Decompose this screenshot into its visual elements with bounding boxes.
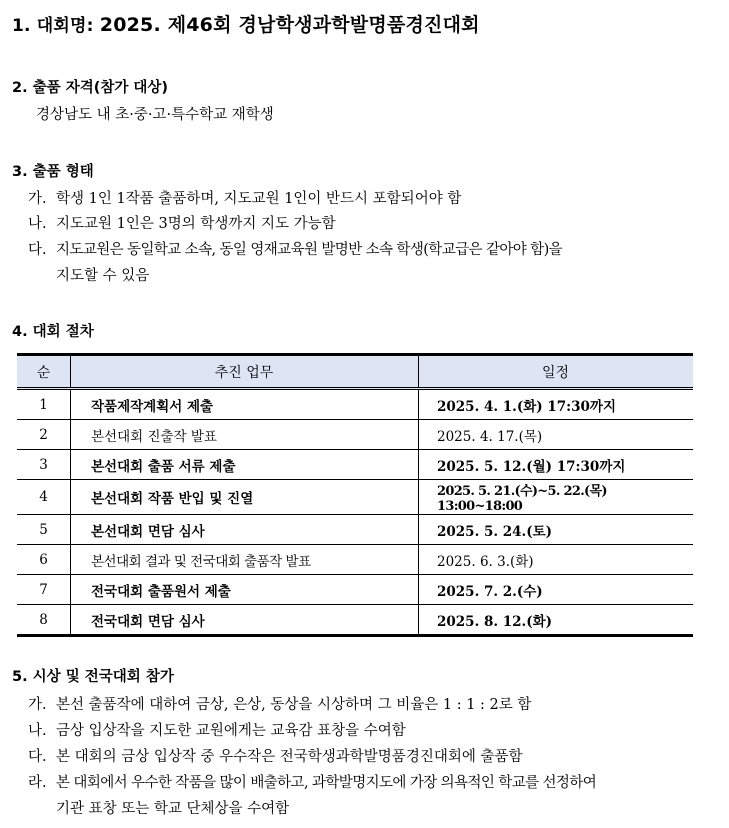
cell-task: 본선대회 진출작 발표	[71, 420, 419, 450]
cell-date: 2025. 6. 3.(화)	[419, 545, 694, 575]
section-heading-awards: 5. 시상 및 전국대회 참가	[12, 669, 174, 685]
cell-task: 본선대회 면담 심사	[71, 515, 419, 545]
cell-date: 2025. 7. 2.(수)	[419, 575, 694, 605]
list-marker: 라.	[28, 775, 47, 791]
table-row	[17, 545, 693, 575]
cell-task: 본선대회 출품 서류 제출	[71, 450, 419, 480]
list-marker: 다.	[28, 242, 47, 258]
cell-task: 전국대회 면담 심사	[71, 605, 419, 636]
list-item	[28, 719, 406, 740]
cell-task: 전국대회 출품원서 제출	[71, 575, 419, 605]
list-item-text: 본선 출품작에 대하여 금상, 은상, 동상을 시상하며 그 비율은 1 : 1 : 2로 함	[56, 697, 532, 713]
eligibility-text: 경상남도 내 초·중·고·특수학교 재학생	[36, 107, 274, 123]
cell-no: 2	[17, 420, 71, 450]
section-heading-procedure: 4. 대회 절차	[12, 324, 94, 340]
table-row	[17, 480, 693, 515]
column-header-schedule: 일정	[419, 355, 694, 389]
list-marker: 나.	[28, 723, 47, 739]
table-row	[17, 389, 693, 420]
cell-no: 3	[17, 450, 71, 480]
list-item	[28, 693, 531, 714]
document-title	[12, 10, 480, 37]
section-heading-entry-form: 3. 출품 형태	[12, 164, 94, 180]
list-item	[28, 771, 596, 792]
list-item-text: 금상 입상작을 지도한 교원에게는 교육감 표창을 수여함	[56, 723, 406, 739]
list-item	[28, 212, 336, 233]
table-row	[17, 515, 693, 545]
contest-name: 2025. 제46회 경남학생과학발명품경진대회	[99, 14, 480, 36]
column-header-no: 순	[17, 355, 71, 389]
list-marker: 나.	[28, 216, 47, 232]
list-marker: 가.	[28, 191, 47, 207]
cell-task: 본선대회 작품 반입 및 진열	[71, 480, 419, 515]
cell-no: 1	[17, 389, 71, 420]
table-row	[17, 450, 693, 480]
cell-no: 8	[17, 605, 71, 636]
list-item	[28, 238, 562, 259]
list-item-text: 지도교원 1인은 3명의 학생까지 지도 가능함	[56, 216, 336, 232]
cell-task: 본선대회 결과 및 전국대회 출품작 발표	[71, 545, 419, 575]
title-prefix: 1. 대회명:	[12, 16, 100, 36]
list-item-text: 본 대회에서 우수한 작품을 많이 배출하고, 과학발명지도에 가장 의욕적인 학교를 선정하여	[56, 775, 597, 791]
cell-date: 2025. 5. 24.(토)	[419, 515, 694, 545]
cell-no: 4	[17, 480, 71, 515]
list-marker: 가.	[28, 697, 47, 713]
list-item-text: 본 대회의 금상 입상작 중 우수작은 전국학생과학발명품경진대회에 출품함	[56, 749, 523, 765]
list-item-continuation: 지도할 수 있음	[56, 268, 150, 284]
cell-no: 5	[17, 515, 71, 545]
table-row	[17, 420, 693, 450]
table-header-row	[17, 355, 693, 389]
section-heading-eligibility: 2. 출품 자격(참가 대상)	[12, 80, 169, 96]
cell-task: 작품제작계획서 제출	[71, 389, 419, 420]
column-header-task: 추진 업무	[71, 355, 419, 389]
schedule-table	[17, 353, 693, 637]
list-item-continuation: 기관 표창 또는 학교 단체상을 수여함	[56, 801, 290, 817]
cell-date: 2025. 4. 1.(화) 17:30까지	[419, 389, 694, 420]
cell-date: 2025. 4. 17.(목)	[419, 420, 694, 450]
cell-date: 2025. 5. 12.(월) 17:30까지	[419, 450, 694, 480]
cell-no: 7	[17, 575, 71, 605]
table-row	[17, 575, 693, 605]
table-row	[17, 605, 693, 636]
list-item-text: 학생 1인 1작품 출품하며, 지도교원 1인이 반드시 포함되어야 함	[56, 191, 462, 207]
list-marker: 다.	[28, 749, 47, 765]
list-item	[28, 187, 461, 208]
cell-date: 2025. 8. 12.(화)	[419, 605, 694, 636]
list-item	[28, 745, 522, 766]
list-item-text: 지도교원은 동일학교 소속, 동일 영재교육원 발명반 소속 학생(학교급은 같아야 함)을	[56, 242, 563, 258]
cell-no: 6	[17, 545, 71, 575]
cell-date: 2025. 5. 21.(수)~5. 22.(목) 13:00~18:00	[419, 480, 694, 515]
